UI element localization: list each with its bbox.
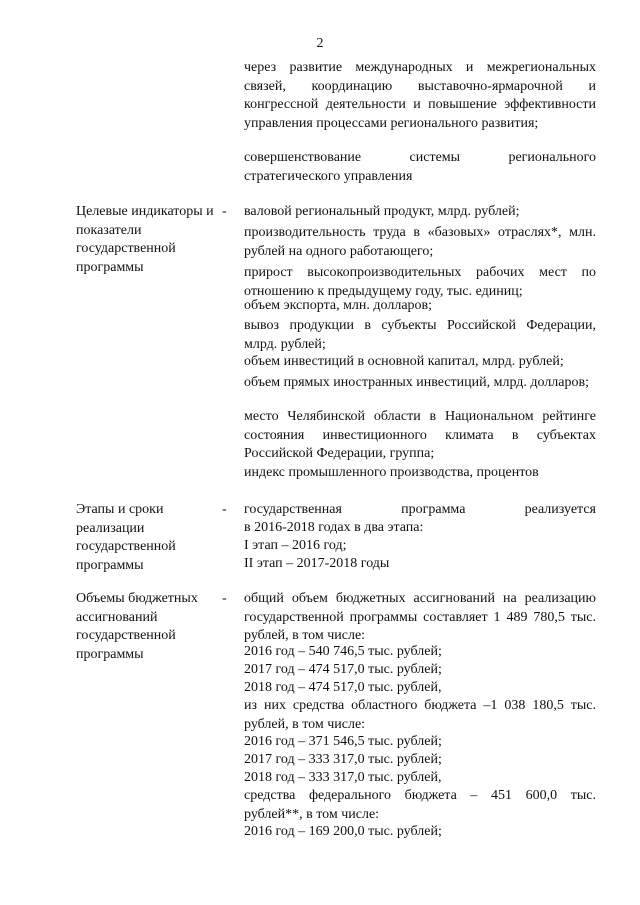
stages-line: I этап – 2016 год;: [244, 538, 347, 553]
stages-line: государственная программа реализуется: [244, 502, 596, 517]
stages-line: II этап – 2017-2018 годы: [244, 556, 390, 571]
funding-total-year: 2017 год – 474 517,0 тыс. рублей;: [244, 662, 442, 677]
indicator-item: вывоз продукции в субъекты Российской Федерации, млрд. рублей;: [244, 318, 596, 352]
funding-federal-year: 2016 год – 169 200,0 тыс. рублей;: [244, 824, 442, 839]
funding-regional-year: 2018 год – 333 317,0 тыс. рублей,: [244, 770, 442, 785]
funding-label: Объемы бюджетных ассигнований государственной программы: [76, 591, 198, 662]
indicator-item: индекс промышленного производства, процентов: [244, 465, 539, 480]
indicator-item: валовой региональный продукт, млрд. рублей;: [244, 204, 520, 219]
indicator-item: прирост высокопроизводительных рабочих мест по отношению к предыдущему году, тыс. единиц;: [244, 265, 596, 299]
indicator-item: производительность труда в «базовых» отраслях*, млн. рублей на одного работающего;: [244, 225, 596, 259]
funding-regional-year: 2017 год – 333 317,0 тыс. рублей;: [244, 752, 442, 767]
funding-regional-intro: из них средства областного бюджета –1 038 180,5 тыс. рублей, в том числе:: [244, 698, 596, 732]
indicator-item: объем экспорта, млн. долларов;: [244, 298, 433, 313]
stages-line: в 2016-2018 годах в два этапа:: [244, 520, 424, 535]
intro-paragraph-2: совершенствование системы регионального стратегического управления: [244, 150, 596, 184]
funding-regional-year: 2016 год – 371 546,5 тыс. рублей;: [244, 734, 442, 749]
indicators-dash: -: [222, 204, 227, 219]
stages-dash: -: [222, 502, 227, 517]
funding-federal-intro: средства федерального бюджета – 451 600,0 тыс. рублей**, в том числе:: [244, 788, 596, 822]
indicator-item: объем инвестиций в основной капитал, млрд. рублей;: [244, 354, 564, 369]
indicator-item: место Челябинской области в Национальном рейтинге состояния инвестиционного климата в субъектах Российской Федерации, группа;: [244, 409, 596, 461]
indicators-label: Целевые индикаторы и показатели государственной программы: [76, 204, 214, 275]
funding-total-year: 2016 год – 540 746,5 тыс. рублей;: [244, 644, 442, 659]
stages-label: Этапы и сроки реализации государственной программы: [76, 502, 176, 573]
funding-total-intro: общий объем бюджетных ассигнований на реализацию государственной программы составляет 1 489 780,5 тыс. рублей, в том числе:: [244, 591, 596, 643]
page-number: 2: [316, 36, 324, 51]
funding-dash: -: [222, 591, 227, 606]
intro-paragraph-1: через развитие международных и межрегиональных связей, координацию выставочно-ярмарочной и конгрессной деятельности и повышение эффективности управления процессами регионального развития;: [244, 60, 596, 131]
indicator-item: объем прямых иностранных инвестиций, млрд. долларов;: [244, 375, 590, 390]
funding-total-year: 2018 год – 474 517,0 тыс. рублей,: [244, 680, 442, 695]
